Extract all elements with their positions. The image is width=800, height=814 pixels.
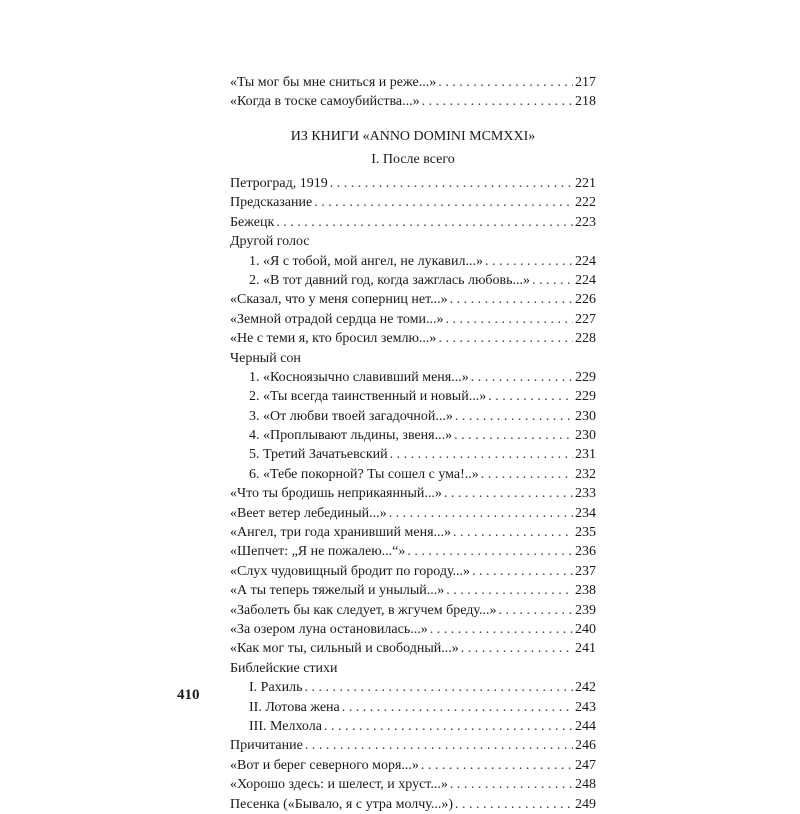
toc-entry-page: 237 — [575, 563, 596, 579]
toc-entry — [230, 504, 596, 523]
toc-entry — [230, 484, 596, 503]
leader-dots — [450, 775, 573, 794]
leader-dots — [488, 387, 573, 406]
toc-entry — [230, 736, 596, 755]
toc-entry-title: 1. «Я с тобой, мой ангел, не лукавил...» — [249, 253, 484, 269]
toc-entry-title: «За озером луна остановилась...» — [230, 621, 428, 637]
toc-entry — [230, 698, 596, 717]
toc-entry — [230, 73, 596, 92]
toc-entry — [230, 310, 596, 329]
toc-entry-title: Другой голос — [230, 234, 310, 250]
toc-entry — [230, 756, 596, 775]
toc-entry-title: 6. «Тебе покорной? Ты сошел с ума!..» — [249, 466, 479, 482]
toc-entry-title: «Веет ветер лебединый...» — [230, 505, 387, 521]
toc-entry-title: III. Мелхола — [249, 718, 322, 734]
toc-entry-title: 1. «Косноязычно славивший меня...» — [249, 369, 469, 385]
leader-dots — [390, 445, 573, 464]
leader-dots — [471, 368, 573, 387]
toc-entry-title: Петроград, 1919 — [230, 176, 328, 191]
toc-entry-page: 222 — [575, 195, 596, 211]
toc-entry-page: 229 — [575, 389, 596, 405]
toc-entry-page: 241 — [575, 641, 596, 657]
toc-entry-title: II. Лотова жена — [249, 699, 340, 715]
toc-entry-page: 224 — [575, 272, 596, 288]
toc-entry-title: I. Рахиль — [249, 680, 303, 696]
leader-dots — [445, 310, 573, 329]
toc-entry-title: 5. Третий Зачатьевский — [249, 447, 388, 463]
toc-entry — [230, 213, 596, 232]
toc-entry — [230, 445, 596, 464]
toc-entry-page: 248 — [575, 777, 596, 793]
toc-entry — [230, 795, 596, 814]
toc-entry-page: 234 — [575, 505, 596, 521]
toc-entry-page: 243 — [575, 699, 596, 715]
leader-dots — [446, 581, 573, 600]
leader-dots — [498, 601, 573, 620]
leader-dots — [485, 252, 573, 271]
leader-dots — [324, 717, 573, 736]
toc-entry — [230, 271, 596, 290]
leader-dots — [276, 213, 573, 232]
toc-entry-title: Предсказание — [230, 195, 313, 211]
leader-dots — [421, 756, 573, 775]
toc-entry-title: Песенка («Бывало, я с утра молчу...») — [230, 796, 454, 812]
leader-dots — [455, 795, 573, 814]
leader-dots — [305, 678, 573, 697]
toc-entry-page: 227 — [575, 311, 596, 327]
toc-entry — [230, 775, 596, 794]
toc-entry-page: 242 — [575, 680, 596, 696]
toc-entry-title: «Что ты бродишь неприкаянный...» — [230, 486, 442, 502]
toc-entry-page: 221 — [575, 176, 596, 191]
toc-entry-title: «Когда в тоске самоубийства...» — [230, 94, 420, 110]
toc-entry-title: «Шепчет: „Я не пожалею...“» — [230, 544, 406, 560]
toc-entry — [230, 174, 596, 193]
toc-entry-title: Бежецк — [230, 214, 275, 230]
toc-entry-page: 230 — [575, 408, 596, 424]
toc-entry — [230, 542, 596, 561]
toc-entry-title: «Слух чудовищный бродит по городу...» — [230, 563, 471, 579]
toc-entry — [230, 465, 596, 484]
toc-entry-title: 4. «Проплывают льдины, звеня...» — [249, 428, 453, 444]
toc-entry-title: 3. «От любви твоей загадочной...» — [249, 408, 453, 424]
toc-entry-title: «Хорошо здесь: и шелест, и хруст...» — [230, 777, 448, 793]
toc-entry — [230, 620, 596, 639]
toc-entry-title: «Не с теми я, кто бросил землю...» — [230, 331, 437, 347]
toc-entry-title: «Заболеть бы как следует, в жгучем бреду...» — [230, 602, 497, 618]
page-number: 410 — [177, 687, 200, 703]
toc-main-list — [230, 174, 596, 814]
leader-dots — [407, 542, 573, 561]
toc-entry-title: «Сказал, что у меня соперниц нет...» — [230, 292, 448, 308]
toc-entry — [230, 717, 596, 736]
toc-section-heading — [230, 232, 596, 251]
toc-entry — [230, 252, 596, 271]
toc-entry — [230, 387, 596, 406]
toc-entry-page: 240 — [575, 621, 596, 637]
toc-entry-page: 244 — [575, 718, 596, 734]
leader-dots — [455, 407, 573, 426]
toc-entry-title: «Ты мог бы мне сниться и реже...» — [230, 75, 437, 90]
toc-entry-page: 247 — [575, 757, 596, 773]
toc-entry-page: 235 — [575, 525, 596, 541]
toc-entry-page: 231 — [575, 447, 596, 463]
toc-entry-page: 217 — [575, 75, 596, 90]
toc-entry-title: Черный сон — [230, 350, 301, 366]
toc-entry — [230, 368, 596, 387]
leader-dots — [389, 504, 573, 523]
leader-dots — [461, 639, 573, 658]
toc-entry — [230, 523, 596, 542]
toc-entry-page: 239 — [575, 602, 596, 618]
toc-entry-title: «Как мог ты, сильный и свободный...» — [230, 641, 459, 657]
leader-dots — [305, 736, 573, 755]
toc-entry-title: «А ты теперь тяжелый и унылый...» — [230, 583, 445, 599]
leader-dots — [330, 174, 573, 193]
toc-entry — [230, 92, 596, 111]
toc-entry-title: «Ангел, три года хранивший меня...» — [230, 525, 452, 541]
toc-entry — [230, 562, 596, 581]
leader-dots — [532, 271, 573, 290]
toc-entry — [230, 639, 596, 658]
toc-entry — [230, 581, 596, 600]
toc-entry-page: 218 — [575, 94, 596, 110]
toc-entry-title: «Вот и берег северного моря...» — [230, 757, 419, 773]
leader-dots — [450, 290, 573, 309]
leader-dots — [438, 329, 573, 348]
toc-entry-page: 226 — [575, 292, 596, 308]
toc-entry-page: 224 — [575, 253, 596, 269]
toc-entry-page: 230 — [575, 428, 596, 444]
toc-entry — [230, 678, 596, 697]
toc-entry — [230, 407, 596, 426]
leader-dots — [314, 193, 573, 212]
toc-entry-page: 236 — [575, 544, 596, 560]
leader-dots — [454, 426, 573, 445]
book-heading: ИЗ КНИГИ «ANNO DOMINI MCMXXI» — [290, 129, 536, 144]
toc-entry — [230, 601, 596, 620]
toc-entry-page: 229 — [575, 369, 596, 385]
toc-entry-page: 238 — [575, 583, 596, 599]
toc-entry — [230, 426, 596, 445]
leader-dots — [422, 92, 573, 111]
toc-top-block — [230, 73, 596, 112]
leader-dots — [342, 698, 573, 717]
leader-dots — [438, 73, 573, 92]
leader-dots — [481, 465, 573, 484]
toc-section-heading — [230, 349, 596, 368]
leader-dots — [430, 620, 573, 639]
leader-dots — [453, 523, 573, 542]
toc-entry — [230, 290, 596, 309]
toc-section-heading — [230, 659, 596, 678]
part-heading: I. После всего — [371, 152, 455, 167]
toc-entry-title: Библейские стихи — [230, 660, 338, 676]
toc-entry-page: 232 — [575, 466, 596, 482]
toc-entry-page: 228 — [575, 331, 596, 347]
toc-entry-page: 223 — [575, 214, 596, 230]
toc-entry-title: 2. «Ты всегда таинственный и новый...» — [249, 389, 487, 405]
toc-entry-title: «Земной отрадой сердца не томи...» — [230, 311, 444, 327]
leader-dots — [472, 562, 573, 581]
toc-entry-title: Причитание — [230, 738, 303, 754]
toc-entry-page: 249 — [575, 796, 596, 812]
toc-entry-page: 246 — [575, 738, 596, 754]
toc-entry-title: 2. «В тот давний год, когда зажглась любовь...» — [249, 272, 531, 288]
toc-entry — [230, 193, 596, 212]
toc-entry-page: 233 — [575, 486, 596, 502]
leader-dots — [444, 484, 573, 503]
toc-entry — [230, 329, 596, 348]
